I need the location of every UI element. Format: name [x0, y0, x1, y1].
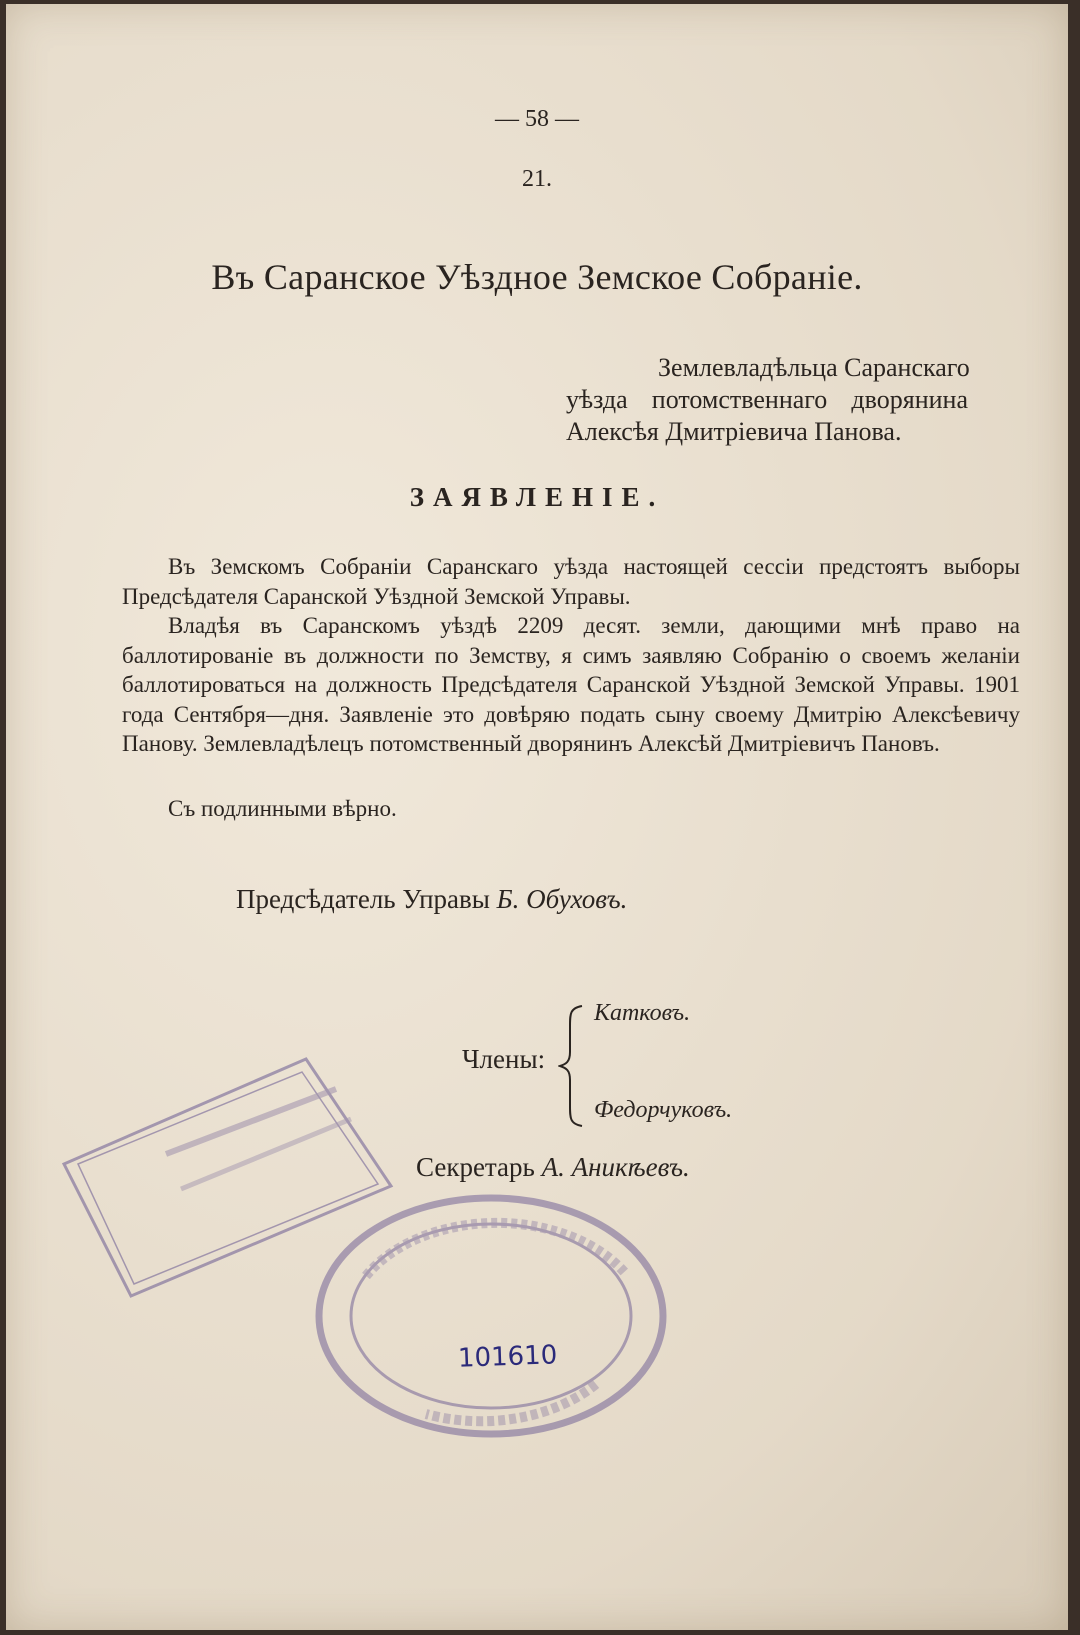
document-number: 21. — [522, 166, 552, 192]
addressee-heading: Въ Саранское Уѣздное Земское Собраніе. — [211, 257, 863, 297]
secretary-signature — [416, 1152, 690, 1183]
chairman-label: Предсѣдатель Управы — [236, 884, 490, 914]
paragraph: Въ Земскомъ Собраніи Саранскаго уѣзда настоящей сессіи предстоятъ выборы Предсѣдателя Саранской Уѣздной Земской Управы. — [122, 554, 1020, 609]
paragraph: Владѣя въ Саранскомъ уѣздѣ 2209 десят. земли, дающими мнѣ право на баллотированіе въ должности по Земству, я симъ заявляю Собранію о своемъ желаніи баллотироваться на должность Предсѣдателя Саранской Уѣздной Земской Управы. 1901 года Сентября—дня. Заявленіе это довѣряю подать сыну своему Дмитрію Алексѣевичу Панову. Землевладѣлецъ потомственный дворянинъ Алексѣй Дмитріевичъ Пановъ. — [122, 613, 1020, 756]
document-title: ЗАЯВЛЕНІЕ. — [409, 482, 665, 512]
certification-note: Съ подлинными вѣрно. — [168, 796, 397, 821]
document-page — [6, 4, 1068, 1630]
library-stamps — [6, 4, 1068, 1630]
sender-line: Землевладѣльца Саранскаго — [658, 353, 970, 382]
curly-brace — [558, 1004, 586, 1128]
chairman-signature — [236, 884, 627, 915]
round-library-stamp — [319, 1198, 663, 1434]
secretary-label: Секретарь — [416, 1152, 535, 1182]
chairman-name: Б. Обуховъ. — [496, 884, 628, 914]
member-name: Федорчуковъ. — [594, 1097, 733, 1123]
inventory-number: 101610 — [457, 1340, 558, 1374]
statement-body — [122, 552, 1020, 759]
page-number: — 58 — — [495, 106, 579, 132]
sender-line: Алексѣя Дмитріевича Панова. — [566, 417, 902, 446]
secretary-name: А. Аникѣевъ. — [541, 1152, 690, 1182]
sender-block — [566, 352, 968, 448]
members-label: Члены: — [462, 1044, 546, 1074]
sender-line: уѣзда потомственнаго дворянина — [566, 385, 968, 414]
member-name: Катковъ. — [594, 1000, 691, 1026]
